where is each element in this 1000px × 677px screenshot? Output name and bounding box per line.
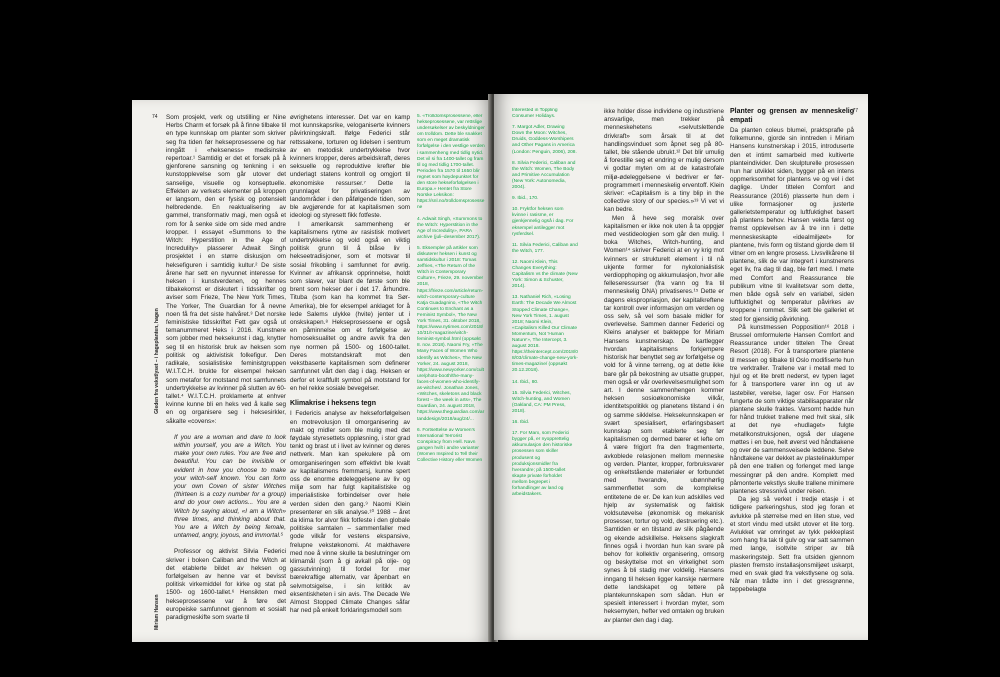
footnote: 4. Adwait Singh, «Summons to the Witch: Hyperstition in the Age of Incredulity», PARA archive (juli–desember 2017). <box>417 216 483 240</box>
footnote: 5. Eksempler på artikler som diskuterer heksen i kunst og samtidskultur i 2018: Tomas Jeffries, «The Return of the Witch in Contemporary Culture», Frieze, 29. november 2018, https://frieze.com/article/return-witch-contemporary-culture Katja Guadagnino, «The Witch Continues to Enchant as a Feminist Symbol», The New York Times, 31. oktober 2018, https://www.nytimes.com/2018/10/31/t-magazine/witch-feminist-symbol.html (oppsøkt 8. nov. 2018). Naomi Fry, «The Many Faces of Women Who Identify as Witches», The New Yorker, 24. august 2018, https://www.newyorker.com/culture/photo-booth/the-many-faces-of-women-who-identify-as-witches/. Jonathan Jones, «Witches, skeletons and black forest – the week in arts», The Guardian, 24. august 2018, https://www.theguardian.com/artanddesign/2018/aug/24/... <box>417 245 485 422</box>
right-column-1 <box>604 108 724 625</box>
footnote: 10. Fryktfor heksen som kvinne i rasisme, er gjenkjennelig også i dag. For eksempel antilegger mot rysferdsel. <box>512 207 574 237</box>
running-head <box>152 120 160 630</box>
footnote: 7. Margot Adler, Drawing Down the Moon: Witches, Druids, Goddess-Worshipers and Other Pagans in America (London: Penguin, 2006), 208. <box>512 125 577 155</box>
right-page <box>494 94 868 640</box>
left-footnotes <box>417 114 485 634</box>
footnote: 12. Naomi Klein, This Changes Everything: Capitalism vs the climate (New York: Simon & Schuster, 2014). <box>512 259 578 290</box>
footnote: 15. Silvia Federici, Witches, Witch-hunting, and Women (Oakland, CA: PM Press, 2018). <box>512 390 571 414</box>
section-heading: Planter og grensen av menneskelig empati <box>730 108 854 124</box>
left-column-1 <box>166 114 286 622</box>
footnote: 6. Fortsettelse av Women's International Terrorist Conspiracy from Hell. Navn gangen hvilt i andre varianter (Women Inspired to Tell their Collective History eller Women <box>417 427 483 464</box>
paragraph: På kunstmessen Popposition¹⁶ 2018 i Brussel omformulerte Hansen Comfort and Reassurance under tittelen The Great Resort (2018). For å transportere plantene til messen og tilbake til Oslo modifiserte hun tre verktraller. Trallene var i metall med to hjul og et lite brett nederst, ev typen laget for å transportere varer inn og ut av lastebiler, verelse, lager osv. For Hansen fungerte de som viktige stabilisapparater når plantene skulle fraktes. Varsomt hadde hun for hånd trukket trallene med hvit skai, slik at det nye «hudlaget» fulgte metallkonstruksjonen, også der ulagene møttes i en bue, helt øverst ved håndtakene og over de sammensveisede leddene. Selve håndtakene var dekket av plastelinaklumper på den ene trallen og forlenget med lange messingrør på den andre. Komplett med påmonterte vekstlys skulle trallene minimere plantenes stressnivå under reisen. <box>730 323 854 495</box>
left-column-2 <box>290 114 410 615</box>
right-column-2 <box>730 108 854 595</box>
section-heading: Klimakrise i heksens tegn <box>290 399 376 407</box>
paragraph: I amerikansk sammenheng er kapitalismens rytme av rasistisk motivert undertrykkelse og vold også en viktig politisk grunn til å blåse liv i hekseetradisjoner, som et motsvar til sosial frikobling i samfunnet for øvrig. Kvinner av afrikansk opprinnelse, holdt som slaver, var blant de første som ble brent som hekser der i det 17. århundre. Tituba (som kan ha kommet fra Sør-Amerika), ble for eksempel anklaget for å lede Salems ulykke (hvite) jenter ut i onskskapen.⁸ Hekseprosessene er også en påminnelse om et forfølgelse av homoseksualitet og andre avvik fra den nye normen på 1500- og 1600-tallet. Deres motstandskraft mot den vekstbaserte kapitalismen som definerer samfunnet vårt den dag i dag. Heksen er derfor et kraftfullt symbol på motstand for en hel rekke sosiale bevegelser. <box>290 220 410 392</box>
footnote: 9. Ibid., 170. <box>512 196 539 202</box>
footnote: 5. «Trolldomsprosessene, eller hekseprosessene, var rettslige undersøkelser av beskyldninger om trolldom. Dette ble snakket som en meget dramatisk forfølgelse i den vestlige verden i sammenheng med tidlig nytid. Det vil si fra 1400-tallet og fram til og med tidlig 1700-tallet. Perioden fra 1570 til 1650 blir regnet som høydepunktet for den store hekseforfølgelsen i Europa.» Hentet fra Store Norske Leksikon: https://snl.no/trolldomsprosessene <box>417 114 485 211</box>
right-page-number: 77 <box>852 108 858 114</box>
footnote: Interested in Toppling Consumer Holidays. <box>512 108 558 120</box>
paragraph: ikke holder disse individene og industriene ansvarlige, men trekker på menneskehetens «selvutslettende drivkraft» som årsak til at det handlingsvinduet som åpnet seg på 80-tallet, ble stående ubrukt.¹² Det blir umulig å forestille seg et endring er mulig dersom vi godtar myten om at de katastrofale miljø-ødeleggelsene vi bedriver er før-programmert i menneskelig erventoff. Klein skriver: «Capitalism is a tiny blip in the collective story of our species.»¹³ Vi vet vi kan bedre. <box>604 108 724 214</box>
footnote: 16. Ibid. <box>512 420 530 426</box>
block-quote: If you are a woman and dare to look within yourself, you are a Witch. You make your own rules. You are free and beautiful. You can be invisible or evident in how you choose to make your witch-self known. You can form your own Coven of sister Witches (thirteen is a cozy number for a group) and do your own actions... You are a Witch by saying aloud, «I am a Witch» three times, and thinking about that. You are a Witch by being female, untamed, angry, joyous, and immortal.⁵ <box>174 433 286 540</box>
paragraph: Professor og aktivist Silvia Federici skriver i boken Caliban and the Witch at det etablerte bildet av heksen og forfølgelsen av henne var et bevisst politisk virkemiddel for kirke og stat på 1500- og 1600-tallet.⁶ Hensikten med hekseprosessene var å føre det europeiske samfunnet gjennom et sosialt paradigmeskifte som svarte til <box>166 548 286 621</box>
paragraph: I Federicis analyse av hekseforfølgelsen en motrevolusjon til omorganisering av makt og midler som ble mulig med det føydale styresettets oppløsning, i stor grad tenkt og brast ut i livet av kvinner og deres nettverk. Man kan spekulere på om omorganiseringen som effektivt ble kvalt av kapitalismens fremmarsj, kunne spert oss de enorme ødeleggelsene av liv og miljø som har fulgt kapitalistiske og imperialistiske forbindelser over hele verden siden den gang.⁹ Naomi Klein presenterer en slik analyse.¹⁰ 1988 – året da klima for alvor fikk fotfeste i den globale politiske samtalen – sammenfaller med gode vilkår for vestens ekspansive, frelupne vekstøkonomi. At makthavere med noe å vinne skulle ta beslutninger om klimamål (som å gi avkall på olje- og gassutvinning) til fordel for mer bærekraftige alternativ, var åpenbart en selvmotsigelse, i sin kritikk av eksentiskheten i sin avis. The Decade We Almost Stopped Climate Changes såfar har ned på enkelt forklaringsmodell som <box>290 410 410 615</box>
paragraph: Som prosjekt, verk og utstilling er Nine Herbs Charm et forsøk på å finne tilbake til en type kunnskap om planter som skriver seg fra tiden før hekseprosessene og har inngått i «hekseness» medisinske repertoar.¹ Samtidig er det et forsøk på å gjenforene sansning og tenkning i en kunstopplevelse som går utover det sanselige, visuelle og konseptuelle. Effekten av verkets elementer på kroppen er langsom, den er fysisk og potensielt helbredende. En reaktualisering av gammel, transformativ magi, men også et rom for å senke side om side med andre kropper. I essayet «Summons to the Witch: Hyperstition in the Age of Incredulity» plasserer Adwait Singh prosjektet i en større diskusjon om heksefiguren i samtidig kultur.² De siste årene har sett en nyvunnet interesse for heksen i kunstverdenen, og hennes tilbakekomst er diskutert i tidsskrifter og aviser som Frieze, The New York Times, The Yorker, The Guardian for å nevne noen få fra det siste halvåret.³ Det norske feministiske tidsskriftet Fett gav også ut temanummeret Heks i 2016. Kunstnere som jobber med heksekunst i dag, knytter seg til en historisk bruk av heksen som politisk og aktivistisk folkefigur. Den radikale, sosialistiske feministgruppen W.I.T.C.H. brukte for eksempel heksen som metafor for motstand mot samfunnets undertrykkelse av kvinner på slutten av 60-tallet.⁴ W.I.T.C.H. proklamerte at enhver kvinne kunne bli en heks ved å kalle seg en og organisere seg i heksesirkler, såkalte «covens»: <box>166 114 286 425</box>
footnote: 14. Ibid., 80. <box>512 379 539 385</box>
running-head-title: Gleden fra vekstlyset – i hageplanten, hagen <box>154 308 160 414</box>
footnote: 11. Silvia Federici, Caliban and the Witch, 177. <box>512 242 578 254</box>
right-footnotes <box>512 108 578 628</box>
footnote: 13. Nathaniel Rich, «Losing Earth: The Decade We Almost Stopped Climate Change», New York Times, 1. august 2018; Naomi Klein, «Capitalism Killed Our Climate Momentum, Not 'Human Nature'», The Intercept, 3. august 2018. https://theintercept.com/2018/08/03/climate-change-new-york-times-magazine/ (oppsøkt 20.12.2018). <box>512 295 578 374</box>
paragraph: Da jeg så verket i tredje etasje i et tidligere parkeringshus, stod jeg foran et avlukke på størrelse med en liten stue, ved et stort vindu med utsikt utover et lite torg. Avlukket var omringet av tykk pekkeplast som hang fra tak til gulv og var satt sammen med lange, isoltvite striper av blå maskeringstejp. Sett fra utsiden gjennom plasten fremsto installasjonsmiljøet uskarpt, med en svak glød fra vekstlysene og sola. Når man trådte inn i det gressgrønne, teppebelagte <box>730 496 854 594</box>
footnote: 17. For Marx, som Federici bygger på, er nyopprettelig akkumulasjon den historiske prosessen som skiller produsent og produksjonsmidler fra hverandre; på 1500-tallet skapte private forholdet mellom begrepet i forhandlinger av land og arbeidstakers. <box>512 431 573 498</box>
left-page-number: 74 <box>152 114 158 120</box>
paragraph: øvrighetens interesser. Det var en kamp mot kunnskapsrike, veloganiserte kvinners påvirkningskraft. Ifølge Federici står rettssakene, torturen og lidelsen i sentrum av en metodisk undertrykkelse hvor kvinners kropper, deres arbeidskraft, deres seksuelle og reproduktive krefter ble underlagt statens kontroll og omgjort til økonomiske ressurser.⁷ Dette la grunnlaget for privatiseringen av landområder i den påfølgende tiden, som ble avgjørende for at kapitalismen som ideologi og styresett fikk fotfeste. <box>290 114 410 220</box>
footnote: 8. Silvia Federici, Caliban and the Witch: Women, The Body and Primitive Accumulation (New York: Autonomedia, 2004). <box>512 160 576 191</box>
running-head-author: Miriam Hansen <box>154 594 160 630</box>
paragraph: Men å heve seg moralsk over kapitalismen er ikke nok uten å ta oppgjør med vestideologien som går den mulig. I boka Witches, Witch-hunting, and Women¹⁴ skriver Federici at en vy krig mot kvinners er strukturelt element i til nå ukjente former for nykolonialistisk verdiopphoping og akkumulasjon, hvor alle felleseressurser (fra vann og fra til menneskelig DNA) privatiseres.¹⁵ Dette er dagens ekspropriasjon, der kapitalkreftene tar kontroll over informasjon om verden og oss selv, så vel som basale midler for overlevelse. Sammen danner Federici og Kleins analyser et bakteppe for Miriam Hansens kunstnerskap. De kartlegger hvordan kapitalismens forkjempere historisk har benyttet seg av forfølgelse og vold for å vinne terreng, og at dette ikke bare går på bekostning av utsatte grupper, men også er vår overlevelsesmulighet som art. I denne sammenhengen kommer heksen sosioøkonomiske vilkår, identitetspolitikk og planetens tilstand i én og samme sikklelse. Heksekunnskapen er svært spesialisert, erfaringsbasert kunnskap som etablerte seg før kapitalismen og dermed bærer et lefte om å være frigjort fra den fragmenterte, avkoblede relasjonen mellom menneske og verden. Planter, kropper, forbruksvarer og enkeltstående materialer er forbundet med hverandre, ubønnhørlig sammenflettet som de komplekse entitetene de er. De kan kun adskilles ved hjelp av systematisk og faktisk voldsutøvelse (økonomisk og mekanisk prosesser, tortur og vold, destruering etc.). Samtiden er en tilstand av slik pågående og ekende adskillelse. Heksens slagkraft finnes også i hvordan hun kan svare på behov for kollektiv organisering, omsorg og beskyttelse mot en virkelighet som synes å bli stadig mer voldelig. Hansens inngang til heksen ligger kanskje nærmere dette landskapet og tettere på plantekunnskapen som sådan. Hun er spesielt interessert i hvordan myter, som heksemyten, hefter ved omtalen og bruken av planter den dag i dag. <box>604 214 724 624</box>
left-page <box>132 100 492 642</box>
paragraph: Da planten coleus blumei, praktsprafle på folkemunne, gjorde sin inntreden i Miriam Hansens kunstnerskap i 2015, introduserte den et intimt samarbeid med kultiverte planteindivider. Den skulpturelle prosessen hun har utviklet siden, bygger på en intens oppmerksomhet for plantens ve og vel i det daglige. Under tittelen Comfort and Reassurance (2016) plasserte hun dem i ulike formasjoner og justerte gallerietstemperatur og luftfuktighet basert på plantens behov. Hansen vektla først og fremst opplevelsen av å tre inn i dette menneskeskapte «idealmiljøet» for plantene, hvis form og tilstand gjorde dem til vitner om en lengre prosess. Livsvilkårene til plantene, slik de var integrert i kunstnerens eget liv, fra dag til dag, ble ført med. I møte med Comfort and Reassurance ble publikum vitne til kvalitetsvar som dette, men både også selv en variabel, siden luftfuktighet og temperatur påvirkes av kroppene i rommet. Slik sett ble galleriet et sted for gjensidig påvirkning. <box>730 127 854 323</box>
